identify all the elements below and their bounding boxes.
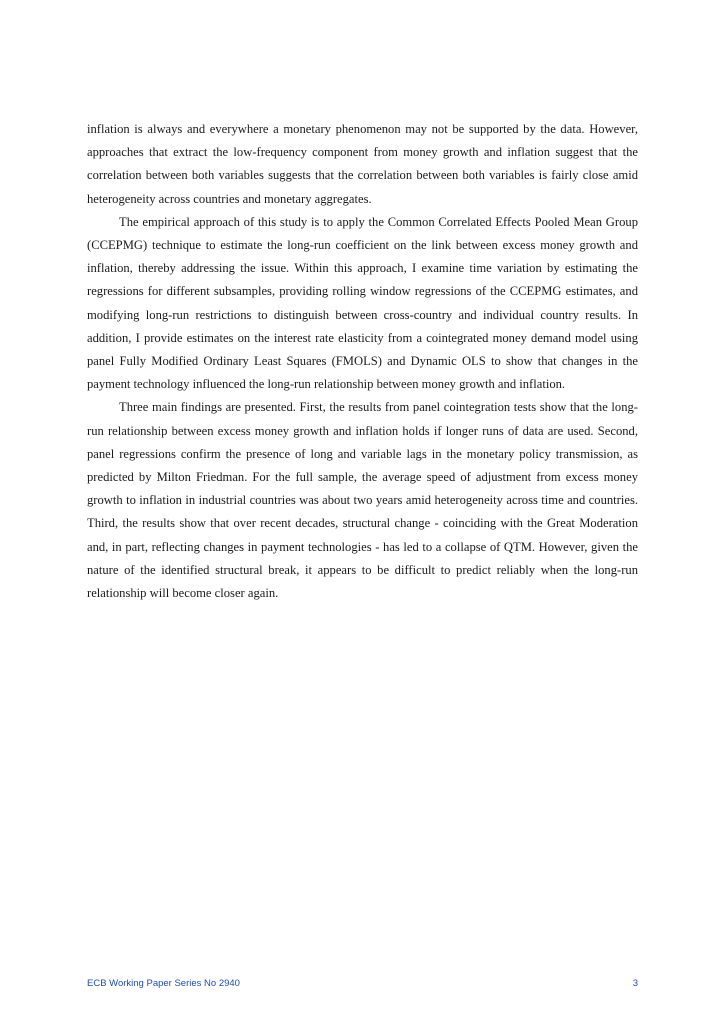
footer-series-title: ECB Working Paper Series No 2940 (87, 978, 240, 989)
page-number: 3 (632, 978, 638, 989)
body-text (87, 118, 638, 605)
paragraph-empirical-approach: The empirical approach of this study is to apply the Common Correlated Effects Pooled Mean Group (CCEPMG) technique to estimate the long-run coefficient on the link between excess money growth and inflation, thereby addressing the issue. Within this approach, I examine time variation by estimating the regressions for different subsamples, providing rolling window regressions of the CCEPMG estimates, and modifying long-run restrictions to distinguish between cross-country and individual country results. In addition, I provide estimates on the interest rate elasticity from a cointegrated money demand model using panel Fully Modified Ordinary Least Squares (FMOLS) and Dynamic OLS to show that changes in the payment technology influenced the long-run relationship between money growth and inflation. (87, 214, 638, 392)
paragraph-main-findings: Three main findings are presented. First, the results from panel cointegration tests show that the long-run relationship between excess money growth and inflation holds if longer runs of data are used. Second, panel regressions confirm the presence of long and variable lags in the monetary policy transmission, as predicted by Milton Friedman. For the full sample, the average speed of adjustment from excess money growth to inflation in industrial countries was about two years amid heterogeneity across time and countries. Third, the results show that over recent decades, structural change - coinciding with the Great Moderation and, in part, reflecting changes in payment technologies - has led to a collapse of QTM. However, given the nature of the identified structural break, it appears to be difficult to predict reliably when the long-run relationship will become closer again. (87, 400, 638, 601)
paragraph-continuation: inflation is always and everywhere a monetary phenomenon may not be supported by the data. However, approaches that extract the low-frequency component from money growth and inflation suggest that the correlation between both variables suggests that the correlation between both variables is fairly close amid heterogeneity across countries and monetary aggregates. (87, 122, 638, 206)
